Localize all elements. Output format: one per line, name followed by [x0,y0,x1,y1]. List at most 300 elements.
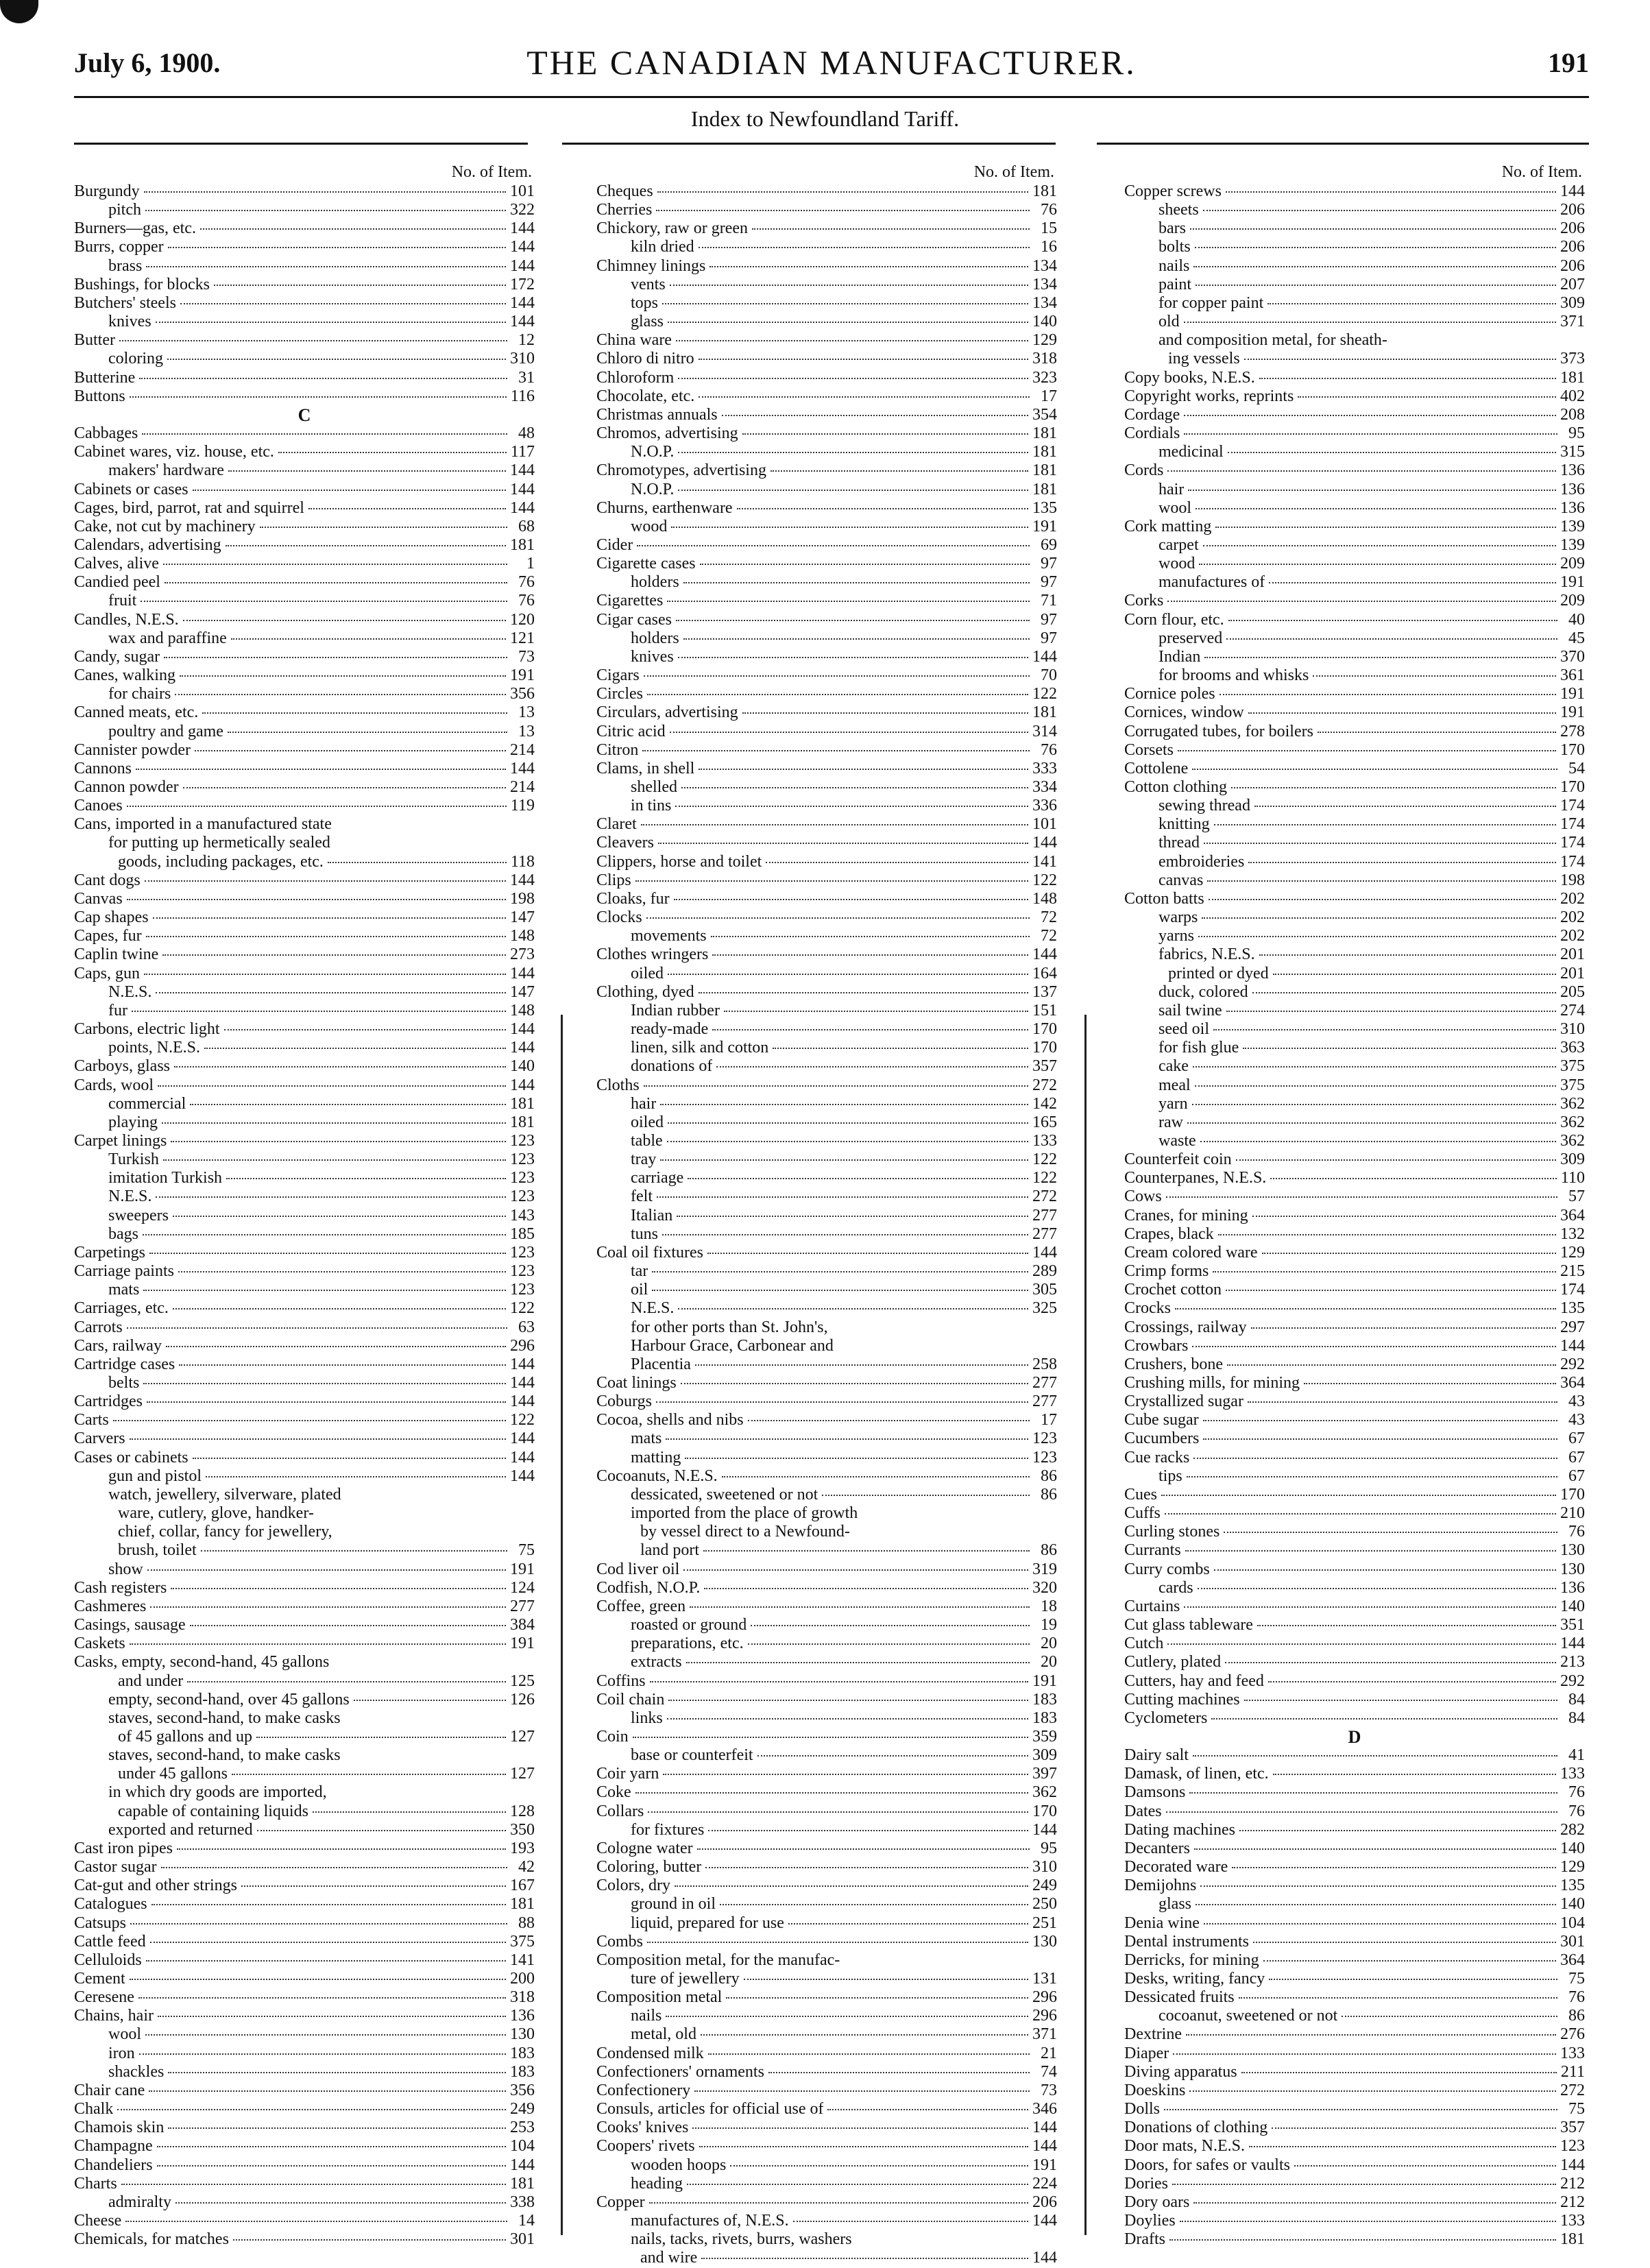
leader-dots [683,582,1030,583]
entry-term: gun and pistol [108,1467,202,1485]
item-number: 301 [1560,1932,1585,1951]
entry-term: fur [108,1001,128,1020]
entry-term: yarns [1158,927,1194,945]
index-column-1 [74,162,535,2249]
entry-term: tray [631,1150,657,1169]
entry-term: Casings, sausage [74,1616,186,1634]
leader-dots [1167,470,1556,472]
leader-dots [278,452,507,453]
item-number: 375 [1560,1057,1585,1076]
entry-term: Carriages, etc. [74,1299,169,1318]
index-entry [1124,965,1585,983]
index-entry [1124,1895,1585,1914]
index-entry [596,201,1057,219]
leader-dots [1226,638,1557,640]
leader-dots [663,1774,1028,1775]
index-entry [74,313,535,331]
leader-dots [168,2127,506,2129]
item-number: 206 [1560,256,1585,275]
entry-term: metal, old [631,2025,696,2044]
item-number: 86 [1041,1467,1057,1485]
entry-term: thread [1158,834,1200,852]
leader-dots [187,1681,506,1682]
index-entry [596,1579,1057,1597]
index-entry [74,1392,535,1411]
index-entry [1124,1132,1585,1150]
item-number: 181 [1032,461,1057,480]
entry-term: Consuls, articles for official use of [596,2100,824,2119]
entry-term: Canoes [74,797,123,815]
entry-term: cards [1158,1578,1193,1597]
leader-dots [652,1271,1028,1272]
item-number: 123 [510,1169,535,1187]
entry-term: Citron [596,740,639,759]
leader-dots [1253,1942,1556,1943]
item-number: 142 [1032,1094,1057,1113]
index-entry [1124,2230,1585,2249]
entry-term: Celluloids [74,1951,142,1969]
entry-term: Dolls [1124,2100,1161,2119]
item-number: 183 [510,2044,535,2062]
index-entry [74,1318,535,1337]
index-entry [596,499,1057,518]
item-number: 172 [510,275,535,293]
item-number: 40 [1568,610,1585,629]
leader-dots [179,1364,506,1366]
index-entry [74,1337,535,1355]
entry-term: knives [631,647,674,666]
entry-term: Dairy salt [1124,1746,1189,1765]
item-number: 210 [1560,1504,1585,1523]
index-entry [74,1858,535,1877]
leader-dots [183,620,506,621]
item-number: 191 [1560,685,1585,703]
leader-dots [1193,1066,1556,1067]
entry-term: brush, toilet [118,1541,197,1560]
index-entry [1124,685,1585,703]
entry-term: Crushers, bone [1124,1355,1223,1373]
entry-term: Coat linings [596,1374,677,1392]
leader-dots [180,303,506,304]
leader-dots [1180,2221,1556,2222]
leader-dots [1269,1979,1557,1980]
leader-dots [822,1495,1030,1496]
item-number: 84 [1568,1709,1585,1727]
index-entry [596,1951,1057,1970]
item-number: 14 [518,2212,535,2230]
leader-dots [1192,1104,1556,1105]
item-number: 127 [510,1727,535,1746]
index-entry [1124,797,1585,815]
index-entry [1124,1691,1585,1709]
entry-term: holders [631,629,679,647]
index-entry [596,369,1057,387]
index-entry [596,443,1057,461]
index-entry [1124,2063,1585,2082]
entry-term: glass [631,313,664,331]
leader-dots [193,490,506,491]
item-number: 31 [518,368,535,387]
leader-dots [164,657,507,658]
item-number: 144 [510,2156,535,2174]
entry-term: show [108,1560,143,1578]
leader-dots [183,787,506,788]
leader-dots [699,992,1028,993]
entry-term: fabrics, N.E.S. [1158,945,1255,964]
entry-term: Corn flour, etc. [1124,610,1224,629]
item-number: 370 [1560,647,1585,666]
entry-term: Coil chain [596,1690,665,1709]
item-number: 181 [510,2174,535,2193]
ink-blot [0,0,38,23]
item-number: 354 [1032,405,1057,424]
leader-dots [139,2053,506,2055]
leader-dots [1178,750,1556,751]
item-number: 164 [1032,964,1057,982]
leader-dots [1228,452,1556,453]
entry-term: for fixtures [631,1820,705,1839]
section-letter: C [298,405,311,425]
item-number: 67 [1568,1448,1585,1467]
leader-dots [1167,1643,1556,1645]
entry-term: knives [108,313,151,331]
item-number: 361 [1560,666,1585,685]
item-number: 104 [1560,1914,1585,1932]
index-entry [596,1783,1057,1802]
leader-dots [1211,1718,1557,1720]
item-number: 333 [1032,759,1057,777]
index-entry [596,1560,1057,1579]
item-number: 338 [510,2193,535,2211]
index-entry [596,1877,1057,1895]
item-number: 191 [1560,703,1585,722]
item-number: 124 [510,1578,535,1597]
leader-dots [1214,1569,1556,1571]
entry-term: ture of jewellery [631,1970,740,1988]
leader-dots [132,1011,506,1012]
item-number: 116 [510,387,535,405]
entry-term: watch, jewellery, silverware, plated [108,1485,341,1504]
item-number: 57 [1568,1187,1585,1206]
leader-dots [195,750,506,751]
index-entry [1124,945,1585,964]
leader-dots [146,266,506,267]
entry-term: Curtains [1124,1597,1180,1615]
index-entry [596,2249,1057,2267]
item-number: 144 [510,238,535,256]
index-entry [74,1449,535,1467]
item-number: 1 [526,555,535,573]
entry-term: bolts [1158,238,1191,256]
index-entry [1124,2025,1585,2044]
item-number: 43 [1568,1411,1585,1429]
leader-dots [699,247,1030,248]
item-number: 123 [510,1262,535,1281]
entry-term: Denia wine [1124,1914,1200,1932]
leader-dots [173,1216,506,1217]
item-number: 43 [1568,1392,1585,1411]
item-number: 101 [510,182,535,200]
leader-dots [117,2109,506,2110]
leader-dots [1184,1606,1556,1608]
entry-term: oiled [631,964,664,982]
item-number: 215 [1560,1262,1585,1281]
leader-dots [648,1811,1028,1813]
leader-dots [1226,191,1556,193]
entry-term: makers' hardware [108,461,224,480]
entry-term: and composition metal, for sheath- [1158,331,1387,350]
item-number: 315 [1560,443,1585,461]
index-entry [1124,238,1585,256]
index-entry [74,1616,535,1634]
index-entry [74,1653,535,1672]
entry-term: Cows [1124,1187,1162,1206]
item-number: 129 [1560,1858,1585,1877]
item-number: 76 [518,573,535,592]
entry-term: Cream colored ware [1124,1243,1258,1262]
index-entry [596,1392,1057,1411]
entry-term: Chromotypes, advertising [596,461,766,480]
leader-dots [726,1997,1028,1999]
index-entry [596,2100,1057,2119]
entry-term: oiled [631,1113,664,1131]
entry-term: Curry combs [1124,1560,1210,1578]
index-entry [1124,908,1585,927]
item-number: 362 [1032,1783,1057,1802]
item-number: 181 [510,535,535,554]
entry-term: Combs [596,1932,644,1951]
entry-term: Cologne water [596,1839,693,1857]
entry-term: Doeskins [1124,2081,1186,2099]
entry-term: Composition metal [596,1988,723,2007]
index-entry [74,1914,535,1933]
leader-dots [1342,2016,1557,2017]
index-entry [596,1374,1057,1392]
index-entry [1124,1839,1585,1858]
index-entry [596,871,1057,890]
leader-dots [257,1830,506,1831]
index-entry [74,257,535,276]
entry-term: staves, second-hand, to make casks [108,1746,341,1765]
item-number: 97 [1041,629,1057,647]
item-number: 84 [1568,1690,1585,1709]
entry-term: Coloring, butter [596,1858,702,1877]
entry-term: meal [1158,1076,1191,1094]
index-entry [74,1039,535,1057]
item-number: 276 [1560,2025,1585,2044]
item-number: 277 [1032,1225,1057,1243]
leader-dots [701,2258,1028,2259]
item-number: 15 [1041,219,1057,238]
entry-term: Candles, N.E.S. [74,610,179,629]
item-number: 174 [1560,797,1585,815]
leader-dots [688,1178,1028,1179]
entry-term: Butterine [74,368,136,387]
index-entry [1124,723,1585,741]
index-entry [74,1076,535,1095]
entry-term: China ware [596,331,672,350]
index-entry [1124,2007,1585,2025]
leader-dots [677,1216,1028,1217]
entry-term: Cloaks, fur [596,889,670,908]
leader-dots [1204,1923,1556,1925]
leader-dots [328,862,507,863]
item-number: 144 [510,498,535,517]
index-entry [1124,1914,1585,1933]
entry-term: Cartridge cases [74,1355,175,1373]
index-entry [74,1988,535,2007]
item-number: 144 [1032,1243,1057,1262]
leader-dots [1243,1048,1556,1049]
entry-term: movements [631,927,707,945]
item-number: 18 [1041,1597,1057,1615]
entry-term: Cube sugar [1124,1411,1199,1429]
index-entry [596,1244,1057,1262]
leader-dots [668,1700,1028,1701]
index-entry [1124,815,1585,834]
item-number: 320 [1032,1578,1057,1597]
index-entry [596,1187,1057,1206]
index-entry [596,1207,1057,1225]
leader-dots [168,247,506,248]
item-number: 144 [510,1392,535,1411]
item-number: 209 [1560,592,1585,610]
leader-dots [127,1327,507,1329]
item-number: 144 [510,1355,535,1373]
index-entry [74,965,535,983]
item-number: 375 [510,1932,535,1951]
item-number: 201 [1560,964,1585,982]
leader-dots [695,1364,1028,1366]
index-entry [1124,518,1585,536]
index-entry [596,1467,1057,1486]
entry-term: Castor sugar [74,1858,157,1877]
entry-term: Carbons, electric light [74,1020,220,1039]
item-number: 123 [1032,1448,1057,1467]
entry-term: Coal oil fixtures [596,1243,703,1262]
leader-dots [1254,806,1556,807]
index-entry [1124,1429,1585,1448]
item-number: 191 [510,1634,535,1653]
index-entry [596,2007,1057,2025]
index-entry [74,666,535,685]
entry-term: holders [631,573,679,592]
index-entry [1124,1597,1585,1616]
entry-term: Dories [1124,2174,1168,2193]
index-entry [1124,1281,1585,1299]
leader-dots [1226,1290,1556,1291]
item-number: 193 [510,1839,535,1857]
item-number: 41 [1568,1746,1585,1765]
entry-term: Condensed milk [596,2044,704,2062]
leader-dots [163,1159,506,1161]
leader-dots [158,2016,506,2017]
index-entry [1124,276,1585,294]
item-number: 310 [510,350,535,368]
index-entry [1124,481,1585,499]
leader-dots [144,191,506,193]
item-number: 310 [1560,1020,1585,1039]
item-number: 170 [1560,1485,1585,1504]
item-number: 123 [510,1187,535,1206]
item-number: 170 [1032,1802,1057,1820]
entry-term: Doors, for safes or vaults [1124,2156,1290,2174]
index-entry [74,2063,535,2082]
entry-term: Collars [596,1802,644,1820]
index-entry [74,1597,535,1616]
item-number: 129 [1560,1243,1585,1262]
index-entry [74,853,535,871]
index-entry [596,2044,1057,2063]
entry-term: links [631,1709,663,1727]
index-entry [596,313,1057,331]
item-number: 67 [1568,1467,1585,1485]
index-entry [596,1802,1057,1821]
entry-term: wooden hoops [631,2156,727,2174]
leader-dots [260,527,507,528]
index-entry [74,1895,535,1914]
index-entry [1124,1746,1585,1765]
leader-dots [730,2165,1028,2167]
entry-term: Door mats, N.E.S. [1124,2137,1245,2156]
entry-term: wool [1158,498,1191,517]
leader-dots [827,2109,1028,2110]
item-number: 144 [1032,647,1057,666]
entry-term: mats [108,1281,140,1299]
leader-dots [127,899,506,900]
item-number: 336 [1032,797,1057,815]
leader-dots [678,1308,1028,1310]
leader-dots [1270,1178,1557,1179]
index-entry [596,1672,1057,1691]
entry-term: knitting [1158,815,1210,834]
entry-term: Cake, not cut by machinery [74,517,256,535]
entry-term: Indian [1158,647,1201,666]
index-entry [74,518,535,536]
index-entry [1124,406,1585,424]
item-number: 181 [1032,424,1057,443]
leader-dots [1244,359,1556,360]
item-number: 323 [1032,368,1057,387]
entry-term: Cabinet wares, viz. house, etc. [74,443,274,461]
entry-term: Cigar cases [596,610,672,629]
entry-term: Catalogues [74,1895,147,1914]
item-number: 88 [518,1914,535,1932]
entry-term: Confectionery [596,2081,691,2099]
index-entry [74,1951,535,1970]
entry-term: Chalk [74,2100,114,2119]
item-number: 362 [1560,1113,1585,1131]
item-number: 144 [1032,2212,1057,2230]
item-number: 213 [1560,1653,1585,1672]
entry-term: Composition metal, for the manufac- [596,1951,840,1969]
entry-term: Clippers, horse and toilet [596,852,762,871]
item-number: 144 [1560,1336,1585,1355]
page-number: 191 [1548,47,1589,78]
index-entry [596,1132,1057,1150]
leader-dots [1241,2072,1557,2073]
leader-dots [1304,1383,1556,1384]
item-number: 68 [518,517,535,535]
leader-dots [157,2146,506,2147]
entry-term: Crocks [1124,1299,1171,1318]
leader-dots [145,2034,506,2036]
entry-term: Decanters [1124,1839,1190,1857]
index-entry [1124,1113,1585,1132]
index-entry [596,1988,1057,2007]
item-number: 296 [1032,1988,1057,2007]
entry-term: Coffins [596,1672,646,1690]
